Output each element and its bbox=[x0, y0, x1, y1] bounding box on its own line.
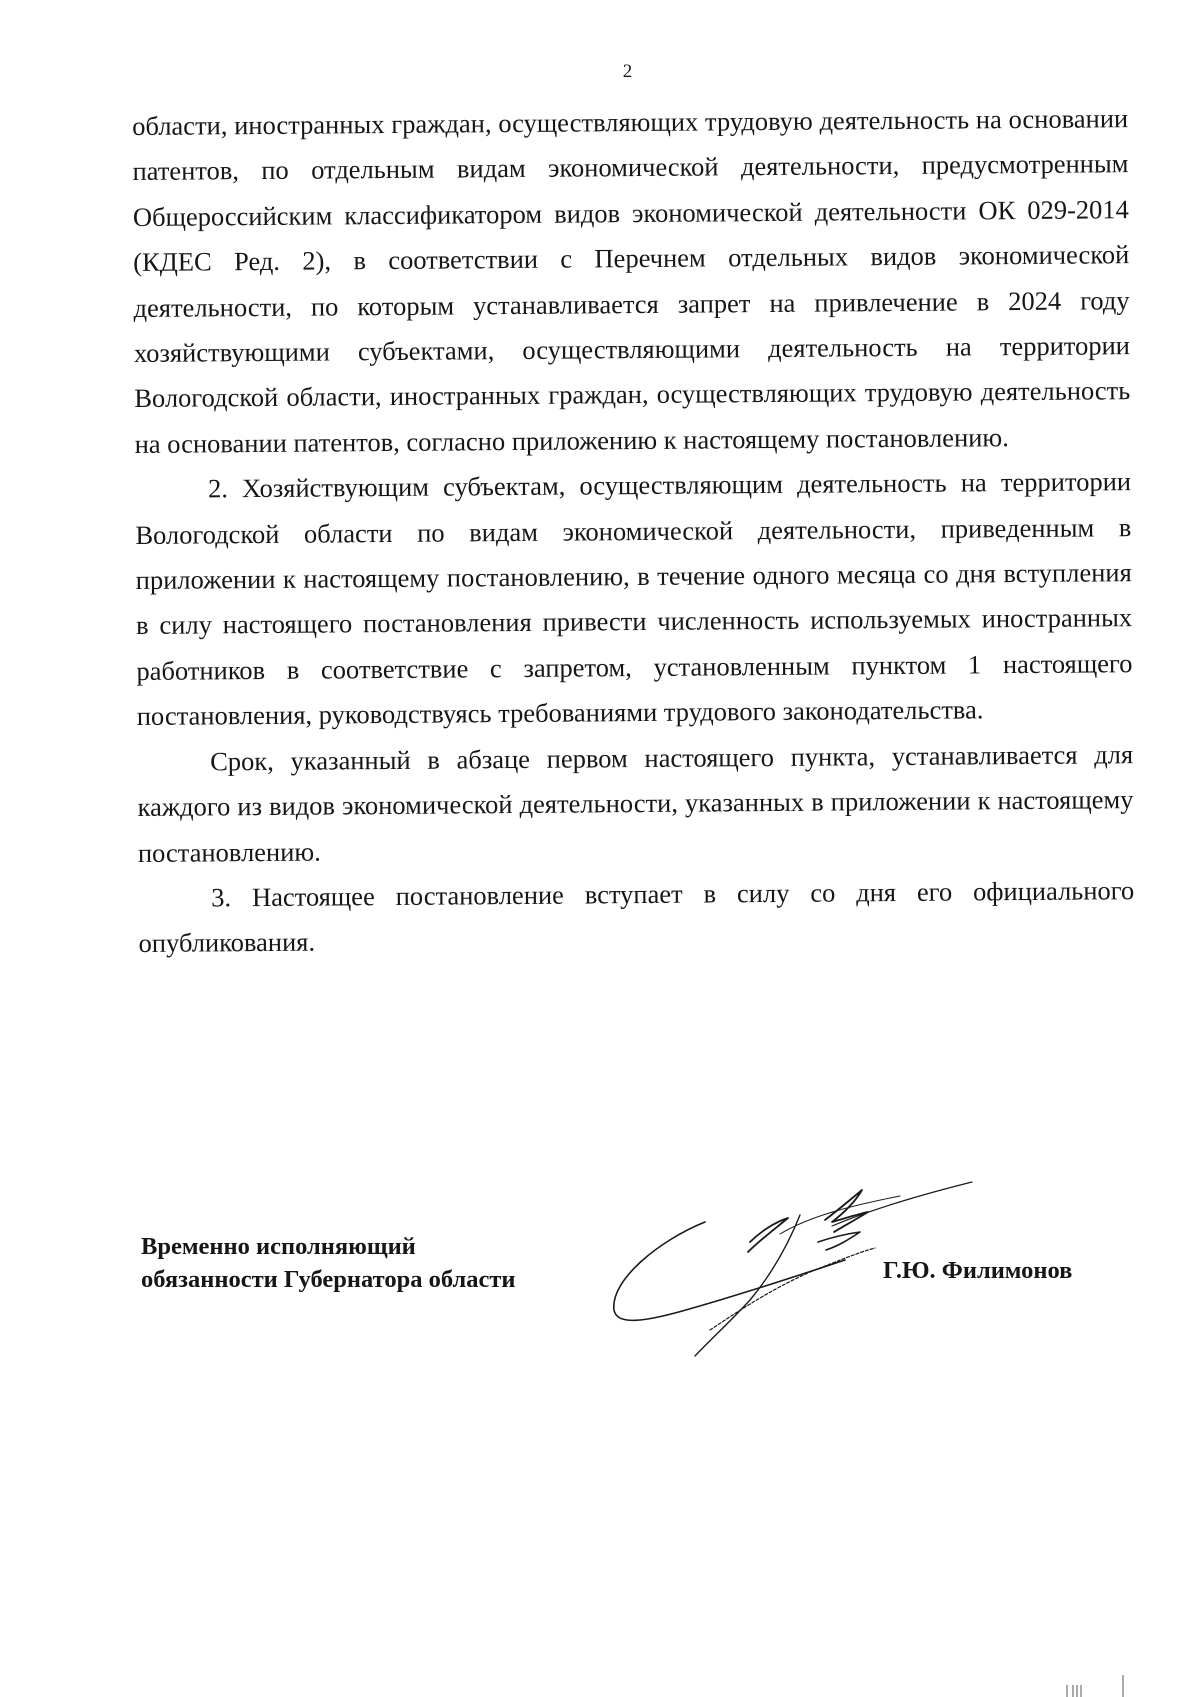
document-body bbox=[132, 96, 1135, 967]
scan-edge-marks bbox=[1065, 1675, 1125, 1697]
paragraph-3: Срок, указанный в абзаце первом настоящего пункта, устанавливается для каждого из видов экономической деятельности, указанных в приложении к настоящему постановлению. bbox=[137, 738, 1134, 868]
signer-title-line-2: обязанности Губернатора области bbox=[141, 1266, 516, 1293]
paragraph-1-continuation: области, иностранных граждан, осуществляющих трудовую деятельность на основании патентов, по отдельным видам экономической деятельности, предусмотренным Общероссийским классификатором видов экономической деятельности ОК 029-2014 (КДЕС Ред. 2), в соответствии с Перечнем отдельных видов экономической деятельности, по которым устанавливается запрет на привлечение в 2024 году хозяйствующими субъектами, осуществляющими деятельность на территории Вологодской области, иностранных граждан, осуществляющих трудовую деятельность на основании патентов, согласно приложению к настоящему постановлению. bbox=[132, 103, 1131, 459]
signer-title bbox=[141, 1230, 621, 1296]
handwritten-signature bbox=[600, 1160, 1020, 1360]
signer-title-line-1: Временно исполняющий bbox=[141, 1233, 416, 1260]
page-number: 2 bbox=[622, 61, 633, 82]
paragraph-4: 3. Настоящее постановление вступает в силу со дня его официального опубликования. bbox=[138, 875, 1135, 959]
paragraph-2: 2. Хозяйствующим субъектам, осуществляющим деятельность на территории Вологодской области по видам экономической деятельности, приведенным в приложении к настоящему постановлению, в течение одного месяца со дня вступления в силу настоящего постановления привести численность используемых иностранных работников в соответствие с запретом, установленным пунктом 1 настоящего постановления, руководствуясь требованиями трудового законодательства. bbox=[135, 466, 1133, 732]
signer-name: Г.Ю. Филимонов bbox=[883, 1257, 1073, 1284]
